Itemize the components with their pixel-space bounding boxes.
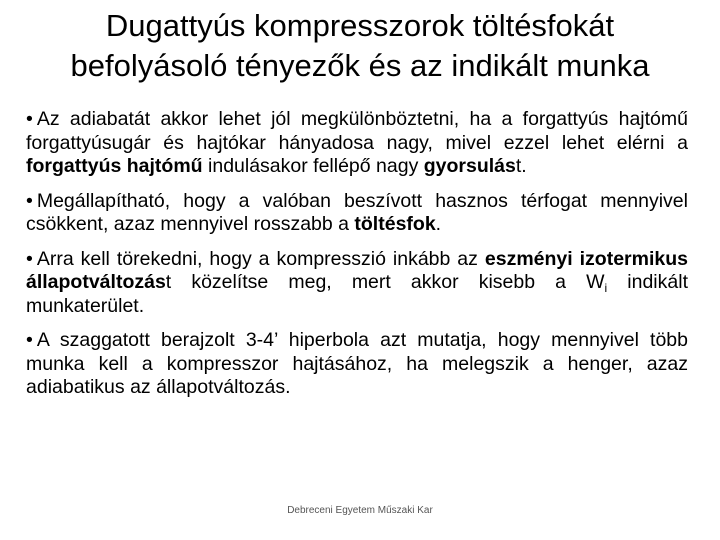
- bullet-marker: •: [26, 189, 33, 212]
- bullet-text: indikált munkaterület.: [26, 271, 688, 317]
- bullet-bold-text: töltésfok: [354, 213, 436, 235]
- bullet-text: .: [435, 213, 442, 235]
- bullet-marker: •: [26, 329, 33, 351]
- slide-footer: Debreceni Egyetem Műszaki Kar: [287, 505, 433, 516]
- slide-title-line-1: Dugattyús kompresszorok töltésfokát: [105, 8, 615, 43]
- bullet-text: A szaggatott berajzolt 3-4’ hiperbola azt mutatja, hogy mennyivel több munka kell a kompresszor hajtásához, ha melegszik a henger, azaz adiabatikus az állapotváltozás.: [26, 329, 688, 398]
- bullet-text: Arra kell törekedni, hogy a kompresszió inkább az: [36, 247, 485, 270]
- subscript: i: [604, 281, 608, 295]
- bullet-text: indulásakor fellépő nagy: [202, 155, 424, 177]
- bullet-marker: •: [26, 247, 33, 270]
- bullet-item-3: [26, 248, 688, 319]
- bullet-text: t.: [515, 155, 527, 177]
- bullet-item-2: [26, 190, 688, 237]
- bullet-text: Megállapítható, hogy a valóban beszívott hasznos térfogat mennyivel csökkent, azaz mennyivel rosszabb a: [26, 189, 688, 235]
- bullet-bold-text: gyorsulás: [423, 155, 516, 177]
- bullet-bold-text: eszményi izotermikus állapotváltozás: [26, 247, 688, 293]
- bullet-bold-text: forgattyús hajtómű: [26, 155, 203, 177]
- bullet-item-4: [26, 329, 688, 400]
- bullet-text: Az adiabatát akkor lehet jól megkülönböztetni, ha a forgattyús hajtómű forgattyúsugár és hajtókar hányadosa nagy, mivel ezzel lehet elérni a: [26, 108, 688, 154]
- bullet-list: [26, 108, 688, 411]
- bullet-text: t közelítse meg, mert akkor kisebb a W: [165, 271, 605, 293]
- bullet-marker: •: [26, 108, 33, 130]
- bullet-item-1: [26, 108, 688, 179]
- slide-title: [0, 6, 720, 86]
- slide-title-line-2: befolyásoló tényezők és az indikált munka: [70, 48, 650, 83]
